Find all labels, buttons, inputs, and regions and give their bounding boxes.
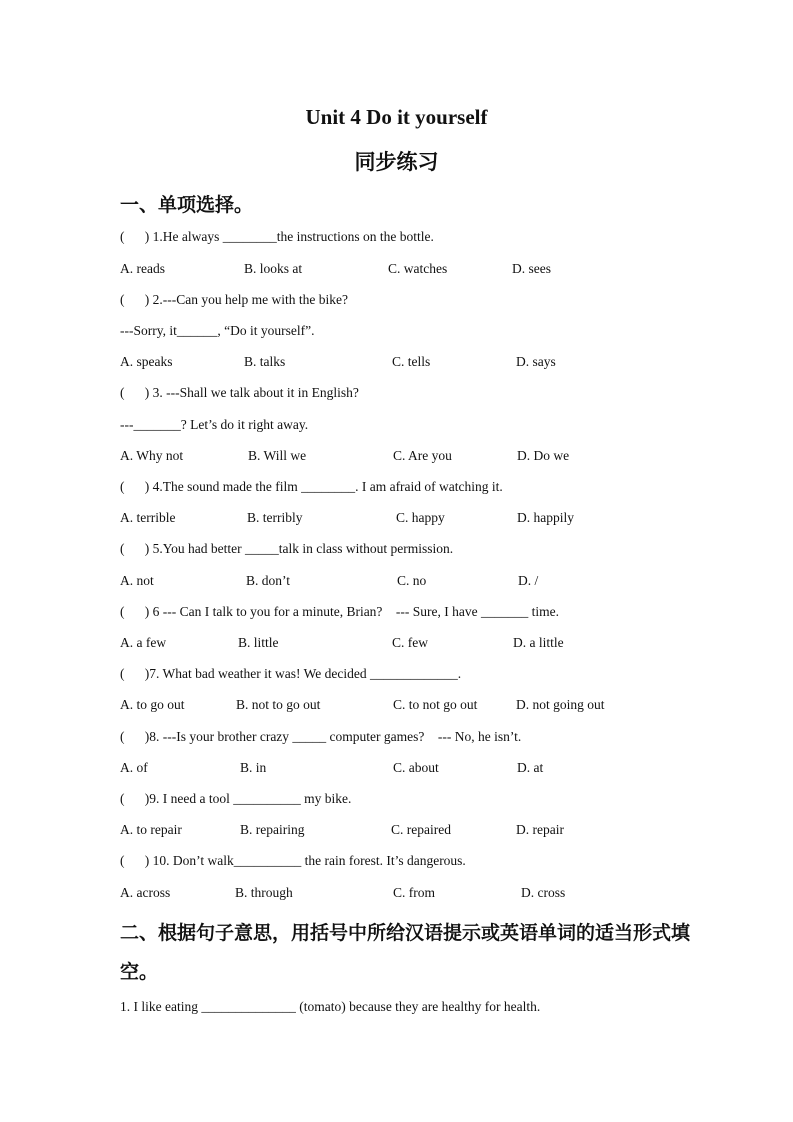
question-stem: ( ) 2.---Can you help me with the bike? (120, 292, 348, 307)
question-option: B. Will we (248, 448, 307, 463)
page-subtitle: 同步练习 (354, 150, 439, 174)
question-option: C. repaired (391, 822, 451, 837)
question-option: B. don’t (246, 573, 291, 588)
question-option: B. in (240, 760, 267, 775)
question-option: D. sees (512, 261, 551, 276)
question-stem: ( ) 3. ---Shall we talk about it in English? (120, 385, 359, 400)
question-option: A. across (120, 885, 171, 900)
question-stem: ( ) 6 --- Can I talk to you for a minute, Brian? --- Sure, I have _______ time. (120, 604, 560, 619)
question-stem: ( )8. ---Is your brother crazy _____ computer games? --- No, he isn’t. (120, 729, 522, 744)
page-title: Unit 4 Do it yourself (305, 105, 488, 129)
question-option: A. Why not (120, 448, 184, 463)
question-option: C. watches (388, 261, 448, 276)
question-option: A. reads (120, 261, 165, 276)
section-2-heading: 二、根据句子意思，用括号中所给汉语提示或英语单词的适当形式填 (120, 922, 691, 944)
question-option: C. few (392, 635, 428, 650)
question-option: C. from (393, 885, 435, 900)
question-option: D. a little (513, 635, 564, 650)
question-stem: ---_______? Let’s do it right away. (120, 417, 309, 432)
question-option: D. happily (517, 510, 574, 525)
question-stem: ( )9. I need a tool __________ my bike. (120, 791, 352, 806)
question-option: C. Are you (393, 448, 452, 463)
question-option: D. not going out (516, 697, 605, 712)
question-option: C. happy (396, 510, 445, 525)
question-option: D. at (517, 760, 544, 775)
question-option: A. terrible (120, 510, 176, 525)
question-option: D. Do we (517, 448, 570, 463)
question-option: B. not to go out (236, 697, 321, 712)
question-option: B. repairing (240, 822, 305, 837)
question-option: B. talks (244, 354, 286, 369)
question-option: D. / (518, 573, 539, 588)
question-option: A. a few (120, 635, 167, 650)
question-option: C. no (397, 573, 427, 588)
question-stem: ( ) 5.You had better _____talk in class without permission. (120, 541, 454, 556)
question-option: C. to not go out (393, 697, 478, 712)
question-option: D. says (516, 354, 556, 369)
question-option: C. about (393, 760, 439, 775)
question-stem: ( ) 4.The sound made the film ________. I am afraid of watching it. (120, 479, 503, 494)
question-stem: ---Sorry, it______, “Do it yourself”. (120, 323, 315, 338)
question-option: D. cross (521, 885, 566, 900)
question-stem: ( ) 10. Don’t walk__________ the rain forest. It’s dangerous. (120, 853, 466, 868)
question-option: B. looks at (244, 261, 303, 276)
question-stem: ( )7. What bad weather it was! We decided _____________. (120, 666, 462, 681)
question-option: B. through (235, 885, 293, 900)
question-option: A. of (120, 760, 148, 775)
question-option: D. repair (516, 822, 564, 837)
question-option: B. little (238, 635, 279, 650)
question-stem: ( ) 1.He always ________the instructions on the bottle. (120, 229, 434, 244)
section-1-heading: 一、单项选择。 (120, 194, 254, 216)
fill-in-item: 1. I like eating ______________ (tomato) because they are healthy for health. (120, 999, 541, 1014)
question-option: A. to go out (120, 697, 185, 712)
question-option: A. not (120, 573, 154, 588)
question-option: A. speaks (120, 354, 173, 369)
question-option: A. to repair (120, 822, 182, 837)
question-option: B. terribly (247, 510, 303, 525)
section-2-heading-cont: 空。 (120, 961, 159, 983)
question-option: C. tells (392, 354, 431, 369)
